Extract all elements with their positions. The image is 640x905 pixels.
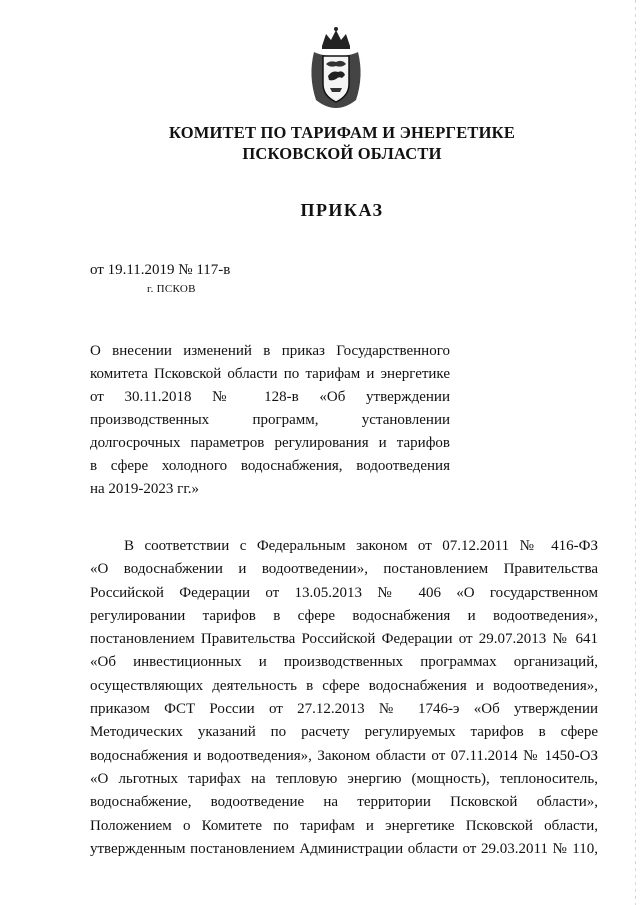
document-type-title: ПРИКАЗ	[300, 200, 384, 220]
subject-line: комитета Псковской области по тарифам и энергетике	[90, 366, 450, 382]
organization-name-line1: КОМИТЕТ ПО ТАРИФАМ И ЭНЕРГЕТИКЕ	[168, 123, 516, 142]
body-line: «О водоснабжении и водоотведении», постановлением Правительства	[90, 561, 598, 578]
body-line: водоснабжение, водоотведение на территории Псковской области»,	[90, 794, 598, 811]
body-line: постановлением Правительства Российской Федерации от 29.07.2013 № 641	[90, 631, 598, 648]
document-city: г. ПСКОВ	[147, 283, 196, 295]
body-line: «Об инвестиционных и производственных программах организаций,	[90, 654, 598, 671]
document-date-number: от 19.11.2019 № 117-в	[90, 262, 231, 278]
body-line: Российской Федерации от 13.05.2013 № 406 «О государственном	[90, 584, 598, 601]
scan-edge-mark	[635, 0, 636, 905]
document-body	[90, 535, 598, 861]
subject-line: на 2019-2023 гг.»	[90, 481, 200, 497]
organization-name-line2: ПСКОВСКОЙ ОБЛАСТИ	[242, 144, 442, 163]
body-line: приказом ФСТ России от 27.12.2013 № 1746-э «Об утверждении	[90, 701, 598, 718]
subject-line: в сфере холодного водоснабжения, водоотведения	[90, 458, 450, 474]
subject-line: производственных программ, установлении	[90, 412, 450, 428]
coat-of-arms-emblem	[306, 26, 366, 110]
body-line: В соответствии с Федеральным законом от 07.12.2011 № 416-ФЗ	[124, 538, 598, 554]
body-line: «О льготных тарифах на тепловую энергию (мощность), теплоноситель,	[90, 770, 598, 787]
organization-name	[150, 122, 534, 164]
body-line: регулировании тарифов в сфере водоснабжения и водоотведения»,	[90, 607, 598, 624]
subject-line: О внесении изменений в приказ Государственного	[90, 343, 450, 359]
body-line: Методических указаний по расчету регулируемых тарифов в сфере	[90, 724, 598, 741]
subject-line: долгосрочных параметров регулирования и тарифов	[90, 435, 450, 451]
body-line: водоснабжения и водоотведения», Законом области от 07.11.2014 № 1450-ОЗ	[90, 747, 598, 764]
subject-line: от 30.11.2018 № 128-в «Об утверждении	[90, 389, 450, 405]
body-line: Положением о Комитете по тарифам и энергетике Псковской области,	[90, 817, 598, 834]
document-subject	[90, 340, 450, 501]
body-line: осуществляющих деятельность в сфере водоснабжения и водоотведения»,	[90, 677, 598, 694]
body-line: утвержденным постановлением Администрации области от 29.03.2011 № 110,	[90, 840, 598, 857]
